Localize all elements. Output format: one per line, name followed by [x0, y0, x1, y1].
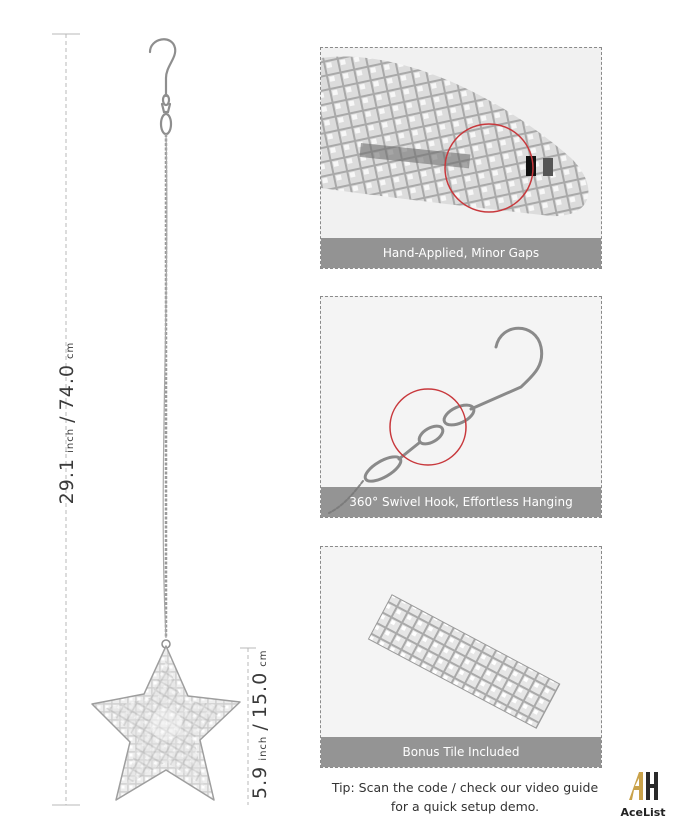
height-dimension-label [56, 308, 78, 538]
width-metric-unit: cm [258, 649, 269, 667]
acelist-logo-icon [623, 766, 663, 806]
hook-icon [150, 39, 175, 134]
height-metric-unit: cm [65, 341, 76, 359]
panel-bonus-tile [320, 546, 602, 768]
width-value: 5.9 [249, 765, 271, 799]
panel-caption: 360° Swivel Hook, Effortless Hanging [321, 487, 601, 517]
width-metric-value: 15.0 [249, 671, 271, 719]
width-sep: / [249, 723, 271, 731]
chain-icon [162, 134, 170, 648]
bonus-tile-image [321, 547, 602, 768]
setup-tip-text: Tip: Scan the code / check our video guide for a quick setup demo. [331, 780, 599, 814]
panel-caption: Bonus Tile Included [321, 737, 601, 767]
mirror-star-ornament [92, 646, 240, 800]
height-value: 29.1 [56, 458, 78, 505]
height-sep: / [56, 415, 78, 423]
width-unit: inch [258, 735, 269, 761]
width-dimension-label [249, 649, 271, 799]
brand-name: AceList [620, 806, 666, 819]
height-unit: inch [65, 427, 76, 453]
height-metric-value: 74.0 [56, 364, 78, 411]
panel-hand-applied [320, 47, 602, 269]
swivel-hook-image [321, 297, 602, 518]
mirror-closeup-image [321, 48, 602, 269]
panel-swivel-hook [320, 296, 602, 518]
panel-caption: Hand-Applied, Minor Gaps [321, 238, 601, 268]
